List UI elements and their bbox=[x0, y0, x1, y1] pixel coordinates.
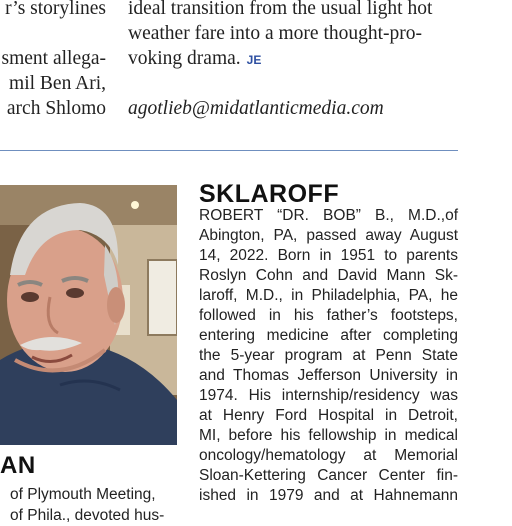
author-email[interactable]: agotlieb@midatlanticmedia.com bbox=[128, 98, 384, 119]
article-line: weather fare into a more thought-pro- bbox=[128, 23, 423, 44]
obituary-line: MI, before his fellowship in medical bbox=[199, 427, 458, 444]
obituary-line: 14, 2022. Born in 1951 to parents bbox=[199, 247, 458, 264]
article-line: r’s storylines bbox=[5, 0, 106, 19]
obituary-line: followed in his father’s footsteps, bbox=[199, 307, 458, 324]
obituary-line: laroff, M.D., in Philadelphia, PA, he bbox=[199, 287, 458, 304]
article-line: sment allega- bbox=[1, 48, 106, 69]
obituary-line: Roslyn Cohn and David Mann Sk- bbox=[199, 267, 458, 284]
section-divider bbox=[0, 150, 458, 151]
article-line-final bbox=[128, 46, 261, 73]
obituary-line: oncology/hematology at Memorial bbox=[199, 447, 458, 464]
obituary-line: ished in 1979 and at Hahnemann bbox=[199, 487, 458, 504]
obituary-line: of Phila., devoted hus- bbox=[10, 507, 165, 524]
left-obituary-name: AN bbox=[0, 452, 36, 479]
article-line: mil Ben Ari, bbox=[9, 73, 106, 94]
article-line: ideal transition from the usual light hot bbox=[128, 0, 433, 19]
obituary-line: entering medicine after completing bbox=[199, 327, 458, 344]
je-signoff-mark: JE bbox=[246, 53, 262, 67]
portrait-illustration bbox=[0, 185, 177, 445]
obituary-line: the 5-year program at Penn State bbox=[199, 347, 458, 364]
obituary-line: Sloan-Kettering Cancer Center fin- bbox=[199, 467, 458, 484]
obituary-line: Abington, PA, passed away August bbox=[199, 227, 458, 244]
article-line-text: voking drama. bbox=[128, 48, 241, 69]
obituary-line: 1974. His internship/residency was bbox=[199, 387, 458, 404]
portrait-photo bbox=[0, 185, 177, 445]
top-left-article-fragment bbox=[0, 0, 108, 125]
obituary-line: of Plymouth Meeting, bbox=[10, 486, 156, 503]
obituary-line: and Thomas Jefferson University in bbox=[199, 367, 458, 384]
article-line: arch Shlomo bbox=[6, 98, 106, 119]
obituary-line: ROBERT “DR. BOB” B., M.D.,of bbox=[199, 207, 458, 224]
obituary-surname: SKLAROFF bbox=[199, 180, 340, 208]
obituary-line: at Henry Ford Hospital in Detroit, bbox=[199, 407, 458, 424]
